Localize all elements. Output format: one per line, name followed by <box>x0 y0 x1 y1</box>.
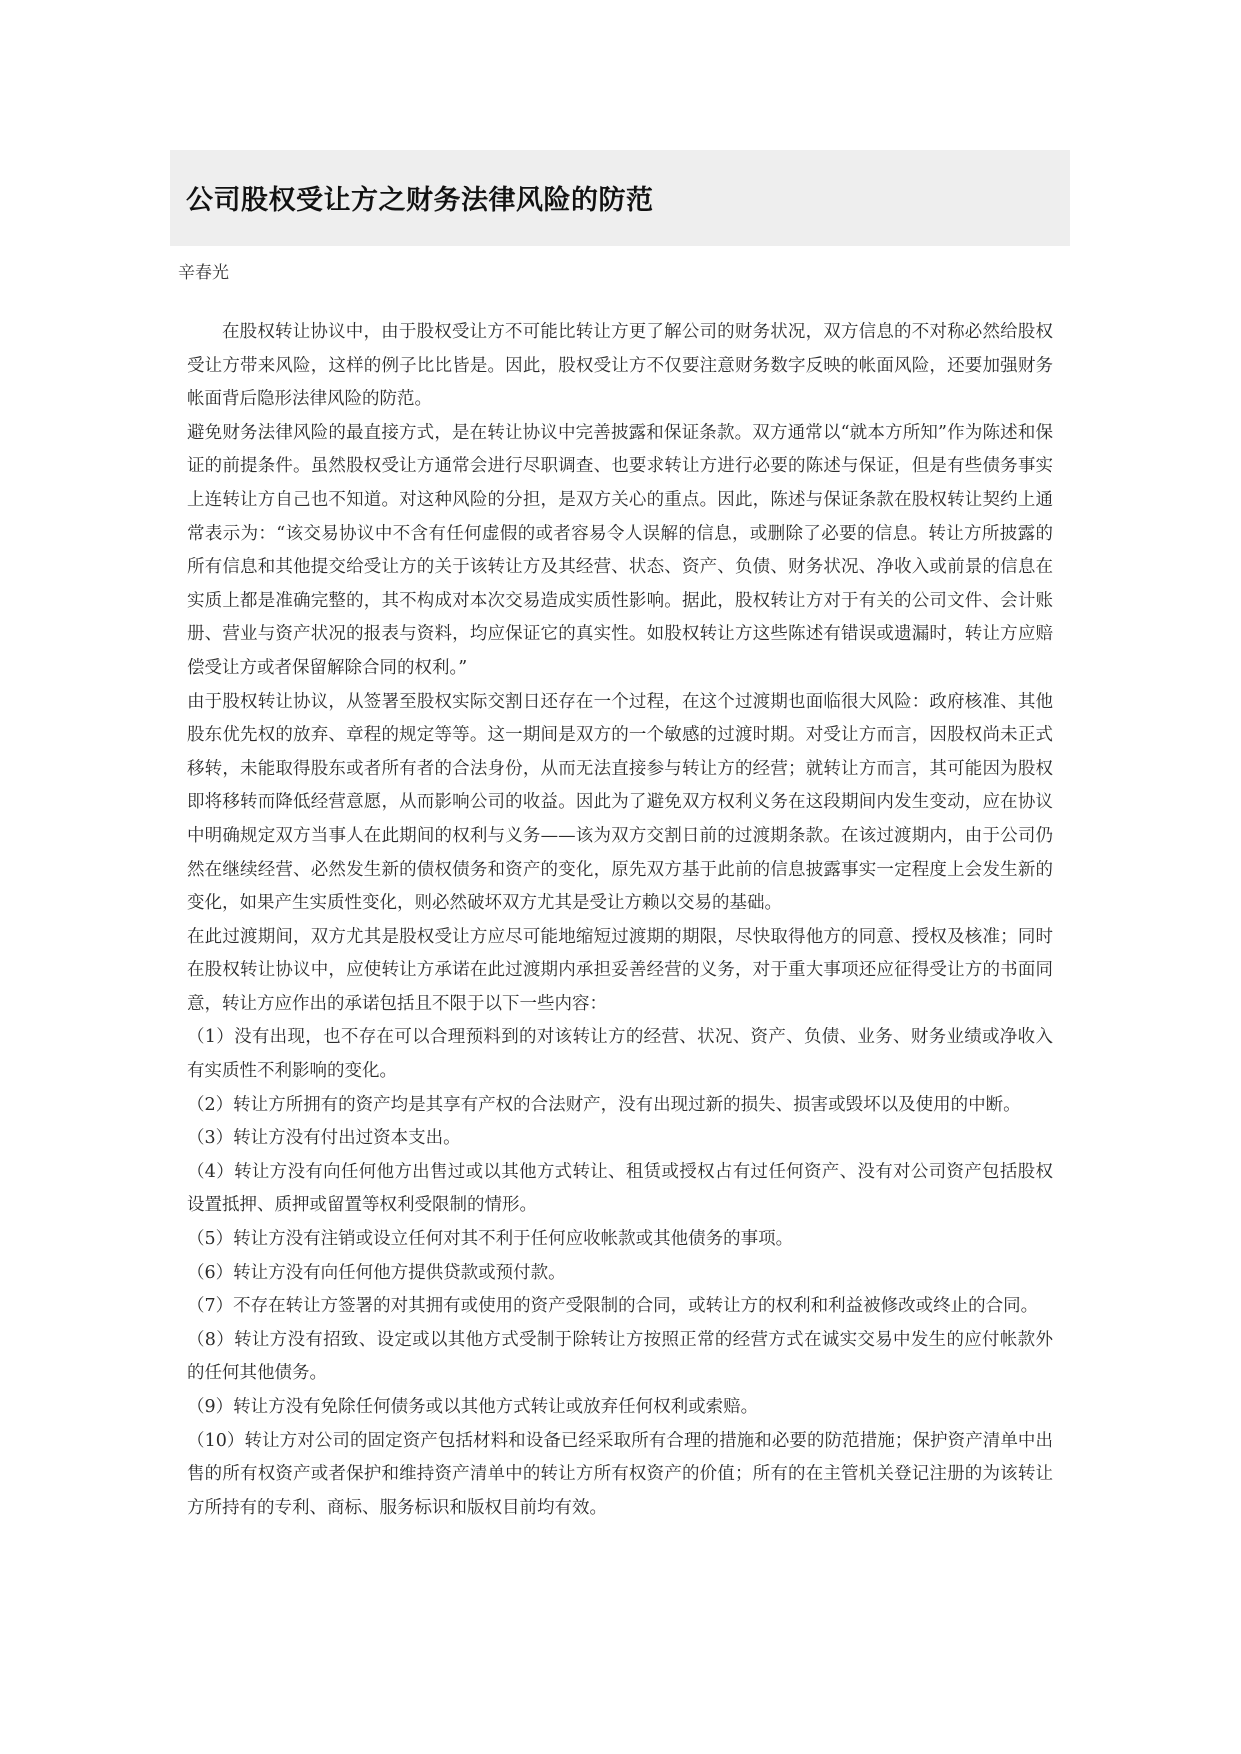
paragraph: 由于股权转让协议，从签署至股权实际交割日还存在一个过程，在这个过渡期也面临很大风险：政府核准、其他股东优先权的放弃、章程的规定等等。这一期间是双方的一个敏感的过渡时期。对受让方而言，因股权尚未正式移转，未能取得股东或者所有者的合法身份，从而无法直接参与转让方的经营；就转让方而言，其可能因为股权即将移转而降低经营意愿，从而影响公司的收益。因此为了避免双方权利义务在这段期间内发生变动，应在协议中明确规定双方当事人在此期间的权利与义务——该为双方交割日前的过渡期条款。在该过渡期内，由于公司仍然在继续经营、必然发生新的债权债务和资产的变化，原先双方基于此前的信息披露事实一定程度上会发生新的变化，如果产生实质性变化，则必然破坏双方尤其是受让方赖以交易的基础。 <box>187 691 1053 914</box>
list-item: （3）转让方没有付出过资本支出。 <box>187 1128 461 1149</box>
paragraph: 在股权转让协议中，由于股权受让方不可能比转让方更了解公司的财务状况，双方信息的不对称必然给股权受让方带来风险，这样的例子比比皆是。因此，股权受让方不仅要注意财务数字反映的帐面风险，还要加强财务帐面背后隐形法律风险的防范。 <box>187 322 1053 410</box>
list-item: （1）没有出现，也不存在可以合理预料到的对该转让方的经营、状况、资产、负债、业务、财务业绩或净收入有实质性不利影响的变化。 <box>187 1027 1053 1082</box>
list-item: （8）转让方没有招致、设定或以其他方式受制于除转让方按照正常的经营方式在诚实交易中发生的应付帐款外的任何其他债务。 <box>187 1329 1053 1384</box>
paragraph: 在此过渡期间，双方尤其是股权受让方应尽可能地缩短过渡期的期限，尽快取得他方的同意、授权及核准；同时在股权转让协议中，应使转让方承诺在此过渡期内承担妥善经营的义务，对于重大事项还应征得受让方的书面同意，转让方应作出的承诺包括且不限于以下一些内容： <box>187 926 1053 1014</box>
document-title: 公司股权受让方之财务法律风险的防范 <box>186 185 654 216</box>
paragraph: 避免财务法律风险的最直接方式，是在转让协议中完善披露和保证条款。双方通常以“就本方所知”作为陈述和保证的前提条件。虽然股权受让方通常会进行尽职调查、也要求转让方进行必要的陈述与保证，但是有些债务事实上连转让方自己也不知道。对这种风险的分担，是双方关心的重点。因此，陈述与保证条款在股权转让契约上通常表示为：“该交易协议中不含有任何虚假的或者容易令人误解的信息，或删除了必要的信息。转让方所披露的所有信息和其他提交给受让方的关于该转让方及其经营、状态、资产、负债、财务状况、净收入或前景的信息在实质上都是准确完整的，其不构成对本次交易造成实质性影响。据此，股权转让方对于有关的公司文件、会计账册、营业与资产状况的报表与资料，均应保证它的真实性。如股权转让方这些陈述有错误或遗漏时，转让方应赔偿受让方或者保留解除合同的权利。” <box>187 422 1053 678</box>
list-item: （10）转让方对公司的固定资产包括材料和设备已经采取所有合理的措施和必要的防范措施；保护资产清单中出售的所有权资产或者保护和维持资产清单中的转让方所有权资产的价值；所有的在主管机关登记注册的为该转让方所持有的专利、商标、服务标识和版权目前均有效。 <box>187 1430 1053 1518</box>
article-body <box>187 316 1053 1525</box>
author-name: 辛春光 <box>178 263 229 283</box>
list-item: （2）转让方所拥有的资产均是其享有产权的合法财产，没有出现过新的损失、损害或毁坏以及使用的中断。 <box>187 1094 1021 1115</box>
list-item: （5）转让方没有注销或设立任何对其不利于任何应收帐款或其他债务的事项。 <box>187 1229 794 1250</box>
list-item: （4）转让方没有向任何他方出售过或以其他方式转让、租赁或授权占有过任何资产、没有对公司资产包括股权设置抵押、质押或留置等权利受限制的情形。 <box>187 1161 1053 1216</box>
list-item: （6）转让方没有向任何他方提供贷款或预付款。 <box>187 1262 566 1283</box>
list-item: （9）转让方没有免除任何债务或以其他方式转让或放弃任何权利或索赔。 <box>187 1397 759 1417</box>
title-banner <box>170 150 1070 246</box>
list-item: （7）不存在转让方签署的对其拥有或使用的资产受限制的合同，或转让方的权利和利益被修改或终止的合同。 <box>187 1296 1039 1317</box>
